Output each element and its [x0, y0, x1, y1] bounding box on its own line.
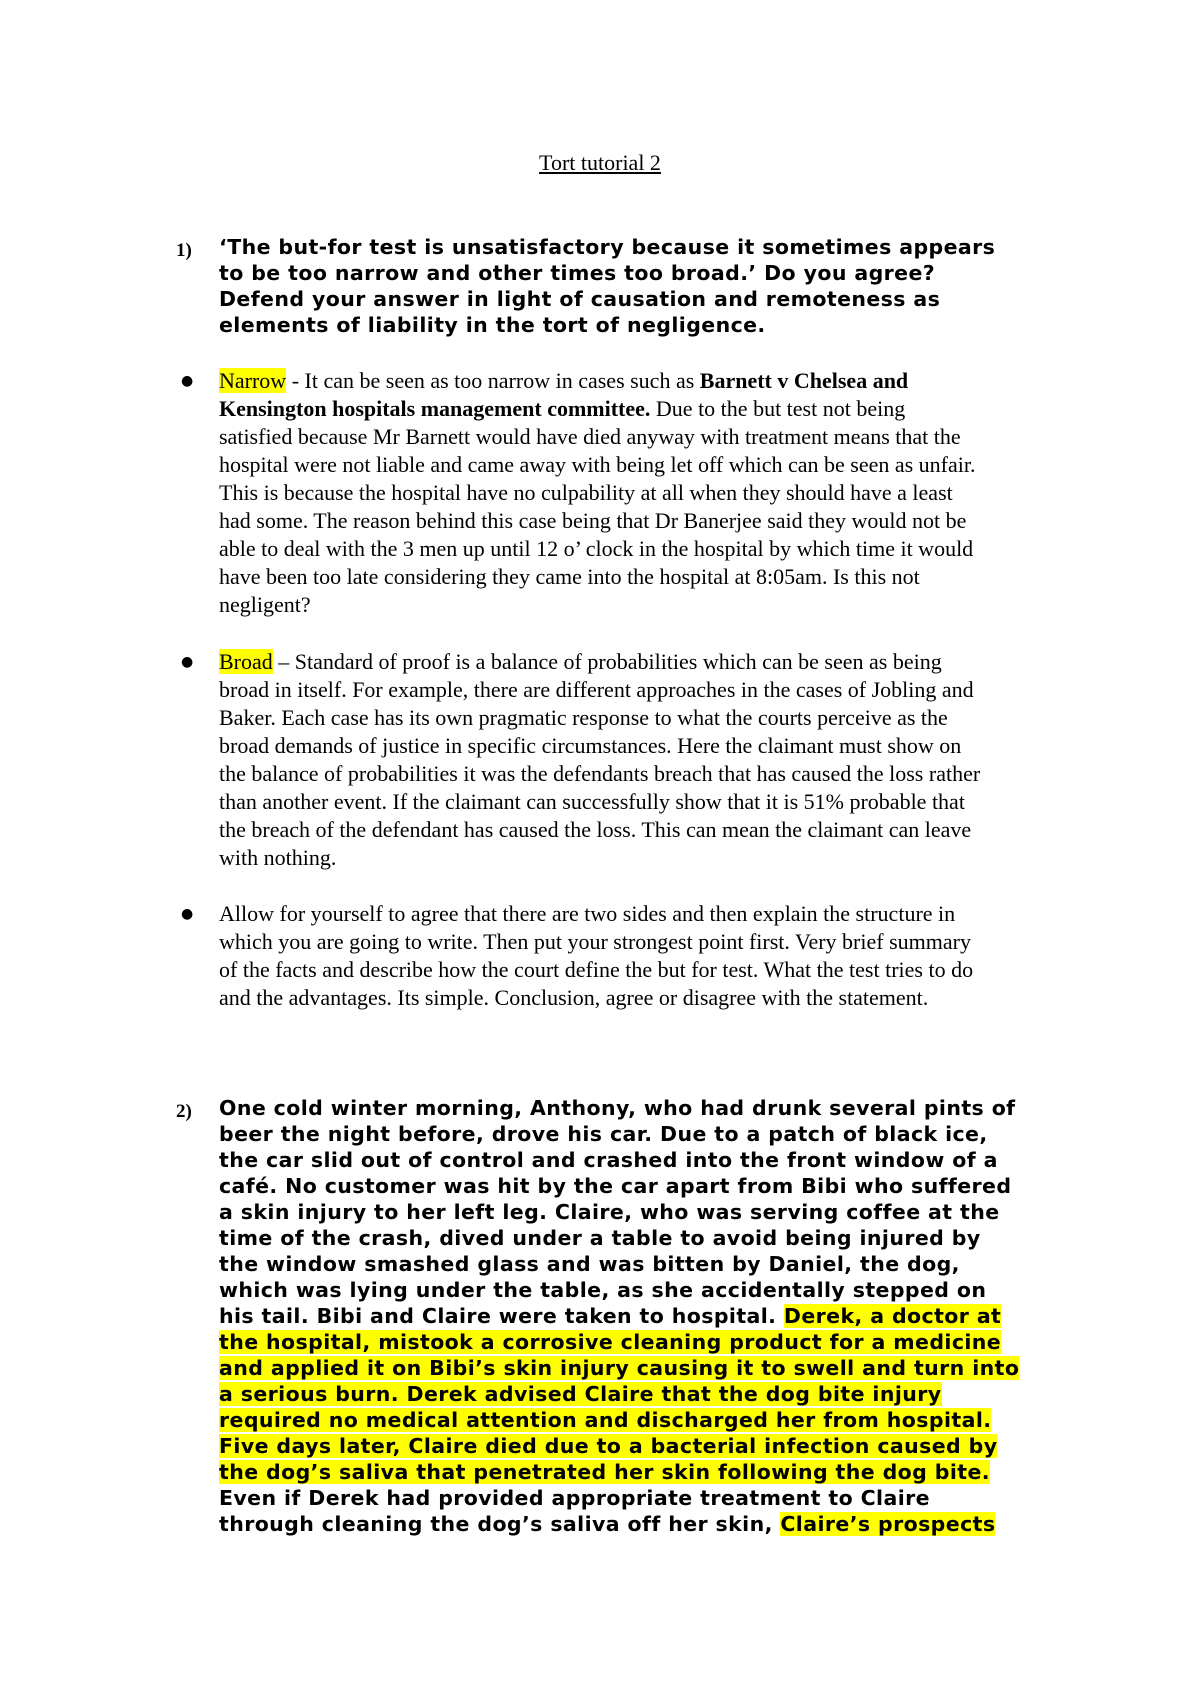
highlighted-text: required no medical attention and discharged her from hospital. — [219, 1408, 992, 1432]
text-span: his tail. Bibi and Claire were taken to hospital. — [219, 1304, 784, 1328]
question-1-line: Defend your answer in light of causation and remoteness as — [219, 287, 941, 311]
bullet-marker: ● — [181, 373, 194, 389]
text-span: - It can be seen as too narrow in cases such as — [286, 368, 700, 393]
highlighted-text: and applied it on Bibi’s skin injury causing it to swell and turn into — [219, 1356, 1020, 1380]
bullet-marker: ● — [181, 906, 194, 922]
paragraph-line: broad in itself. For example, there are different approaches in the cases of Jobling and — [219, 677, 974, 702]
question-2-line: which was lying under the table, as she accidentally stepped on — [219, 1278, 987, 1302]
question-2-line: the car slid out of control and crashed into the front window of a — [219, 1148, 998, 1172]
text-span: – Standard of proof is a balance of probabilities which can be seen as being — [272, 649, 942, 674]
paragraph-line: broad demands of justice in specific circumstances. Here the claimant must show on — [219, 733, 962, 758]
question-2-line: beer the night before, drove his car. Due to a patch of black ice, — [219, 1122, 988, 1146]
highlight-narrow: Narrow — [219, 368, 287, 393]
question-2-number: 2) — [176, 1101, 192, 1122]
question-2-line: time of the crash, dived under a table to avoid being injured by — [219, 1226, 981, 1250]
highlighted-text: the hospital, mistook a corrosive cleaning product for a medicine — [219, 1330, 1002, 1354]
document-title: Tort tutorial 2 — [539, 150, 661, 175]
paragraph-line: of the facts and describe how the court define the but for test. What the test tries to do — [219, 957, 974, 982]
paragraph-line: which you are going to write. Then put your strongest point first. Very brief summary — [219, 929, 971, 954]
paragraph-line: and the advantages. Its simple. Conclusion, agree or disagree with the statement. — [219, 985, 929, 1010]
text-span: through cleaning the dog’s saliva off her skin, — [219, 1512, 781, 1536]
text-span: Due to the but test not being — [650, 396, 906, 421]
question-2-line: café. No customer was hit by the car apart from Bibi who suffered — [219, 1174, 1012, 1198]
bullet-marker: ● — [181, 654, 194, 670]
paragraph-line: able to deal with the 3 men up until 12 o’ clock in the hospital by which time it would — [219, 536, 974, 561]
highlight-broad: Broad — [219, 649, 273, 674]
highlighted-text: Derek, a doctor at — [783, 1304, 1002, 1328]
question-2-line: the window smashed glass and was bitten by Daniel, the dog, — [219, 1252, 960, 1276]
bullet-broad-paragraph — [219, 648, 1079, 872]
case-name: Barnett v Chelsea and — [699, 368, 909, 393]
paragraph-line: than another event. If the claimant can successfully show that it is 51% probable that — [219, 789, 965, 814]
question-1-line: to be too narrow and other times too broad.’ Do you agree? — [219, 261, 936, 285]
question-1-number: 1) — [176, 240, 192, 261]
question-1-line: ‘The but-for test is unsatisfactory because it sometimes appears — [219, 235, 996, 259]
highlighted-text: a serious burn. Derek advised Claire that the dog bite injury — [219, 1382, 942, 1406]
question-2-text — [219, 1095, 1071, 1537]
paragraph-line: the breach of the defendant has caused the loss. This can mean the claimant can leave — [219, 817, 972, 842]
paragraph-line: negligent? — [219, 592, 311, 617]
question-1-text — [219, 234, 1071, 338]
paragraph-line: Allow for yourself to agree that there are two sides and then explain the structure in — [219, 901, 956, 926]
highlighted-text: the dog’s saliva that penetrated her skin following the dog bite. — [219, 1460, 990, 1484]
paragraph-line: had some. The reason behind this case being that Dr Banerjee said they would not be — [219, 508, 967, 533]
question-1-line: elements of liability in the tort of negligence. — [219, 313, 766, 337]
question-2-line: Even if Derek had provided appropriate treatment to Claire — [219, 1486, 930, 1510]
case-name: Kensington hospitals management committee. — [219, 396, 651, 421]
bullet-narrow-paragraph — [219, 367, 1079, 619]
highlighted-text: Claire’s prospects — [780, 1512, 996, 1536]
paragraph-line: Baker. Each case has its own pragmatic response to what the courts perceive as the — [219, 705, 948, 730]
question-2-line: a skin injury to her left leg. Claire, who was serving coffee at the — [219, 1200, 1000, 1224]
bullet-allow-paragraph — [219, 900, 1079, 1012]
paragraph-line: the balance of probabilities it was the defendants breach that has caused the loss rather — [219, 761, 981, 786]
paragraph-line: satisfied because Mr Barnett would have died anyway with treatment means that the — [219, 424, 961, 449]
paragraph-line: with nothing. — [219, 845, 337, 870]
question-2-line: One cold winter morning, Anthony, who had drunk several pints of — [219, 1096, 1016, 1120]
highlighted-text: Five days later, Claire died due to a bacterial infection caused by — [219, 1434, 998, 1458]
paragraph-line: This is because the hospital have no culpability at all when they should have a least — [219, 480, 953, 505]
paragraph-line: have been too late considering they came into the hospital at 8:05am. Is this not — [219, 564, 920, 589]
paragraph-line: hospital were not liable and came away with being let off which can be seen as unfair. — [219, 452, 976, 477]
